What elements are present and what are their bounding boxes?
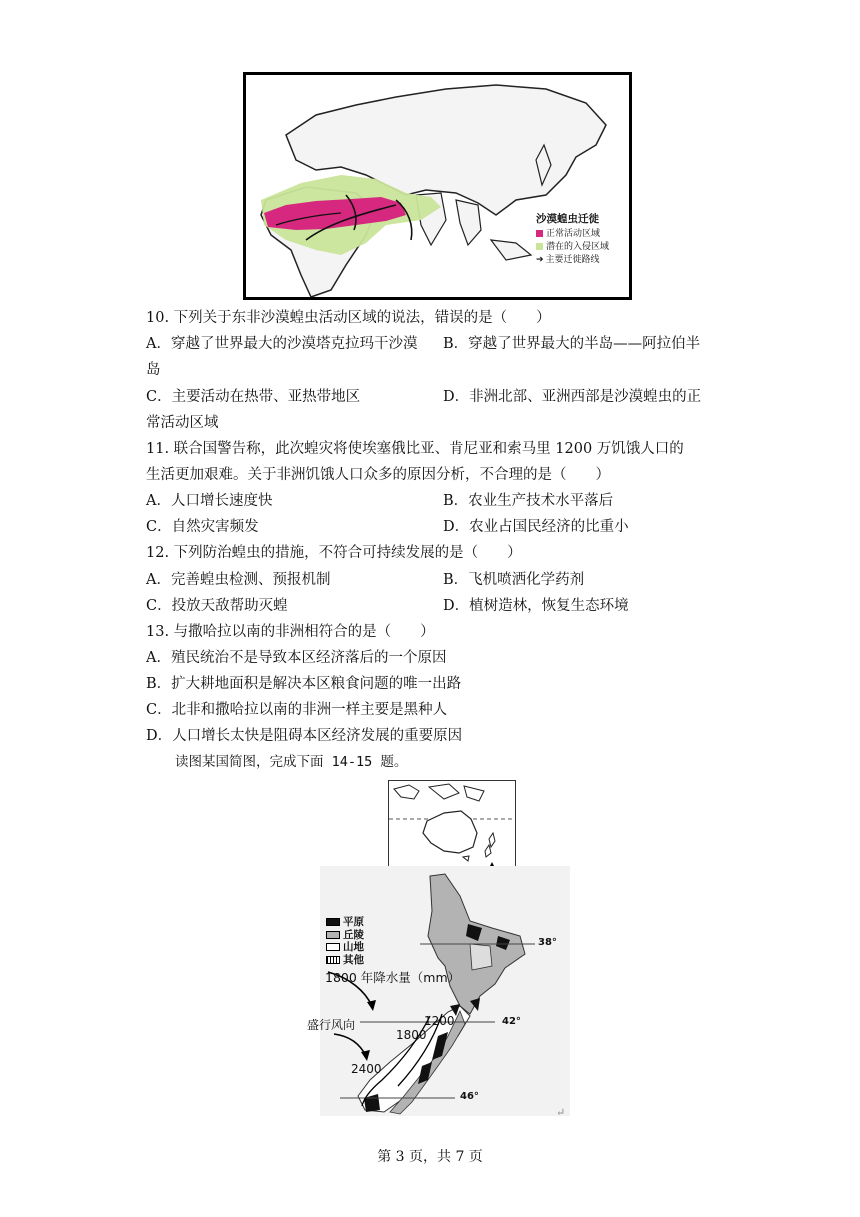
locust-migration-map [243, 72, 632, 300]
q13-stem: 13. 与撒哈拉以南的非洲相符合的是（ ） [146, 624, 435, 640]
nz-legend-plain: 平原 [326, 916, 364, 929]
q11-option-b: B．农业生产技术水平落后 [443, 493, 614, 509]
inset-map-australia [388, 780, 516, 868]
isohyet-2400: 2400 [351, 1062, 382, 1076]
q10-option-d-cont: 常活动区域 [146, 415, 219, 431]
plain-swatch-icon [326, 918, 340, 926]
q10-option-b-cont: 岛 [146, 362, 161, 378]
q10-option-d: D．非洲北部、亚洲西部是沙漠蝗虫的正 [443, 389, 702, 405]
new-zealand-map [320, 866, 570, 1116]
arrow-icon: ➔ [536, 255, 544, 265]
q11-stem-1: 11. 联合国警告称，此次蝗灾将使埃塞俄比亚、肯尼亚和索马里 1200 万饥饿人口的 [146, 441, 684, 457]
nz-legend-hills: 丘陵 [326, 929, 364, 942]
q12-option-b: B．飞机喷洒化学药剂 [443, 572, 585, 588]
q13-option-a: A．殖民统治不是导致本区经济落后的一个原因 [146, 650, 447, 666]
new-zealand-map-graphic [320, 866, 570, 1116]
precip-label: 1800 年降水量（mm） [325, 970, 461, 985]
nz-legend-mountain: 山地 [326, 941, 364, 954]
q13-option-c: C．北非和撒哈拉以南的非洲一样主要是黑种人 [146, 702, 448, 718]
wind-label: 盛行风向 [307, 1018, 356, 1032]
q11-option-d: D．农业占国民经济的比重小 [443, 519, 629, 535]
australia-inset-graphic [389, 781, 515, 867]
isohyet-1800: 1800 [396, 1028, 427, 1042]
green-swatch-icon [536, 243, 543, 250]
page-footer: 第 3 页，共 7 页 [377, 1149, 483, 1165]
q12-stem: 12. 下列防治蝗虫的措施，不符合可持续发展的是（ ） [146, 545, 522, 561]
latitude-38: 38° [538, 937, 557, 948]
q11-option-c: C．自然灾害频发 [146, 519, 259, 535]
latitude-42: 42° [502, 1016, 521, 1027]
q10-option-b: B．穿越了世界最大的半岛——阿拉伯半 [443, 336, 701, 352]
legend-item-route: ➔ 主要迁徙路线 [536, 255, 600, 265]
hills-swatch-icon [326, 931, 340, 939]
isohyet-1200: 1200 [424, 1014, 455, 1028]
latitude-46: 46° [460, 1091, 479, 1102]
q12-option-a: A．完善蝗虫检测、预报机制 [146, 572, 331, 588]
legend-item-potential: 潜在的入侵区域 [536, 241, 609, 254]
nz-map-legend [326, 916, 364, 966]
q10-option-a: A．穿越了世界最大的沙漠塔克拉玛干沙漠 [146, 336, 418, 352]
locust-legend-title: 沙漠蝗虫迁徙 [536, 213, 599, 225]
mountain-swatch-icon [326, 943, 340, 951]
intro-14-15: 读图某国简图，完成下面 14-15 题。 [175, 754, 408, 770]
magenta-swatch-icon [536, 230, 543, 237]
q13-option-b: B．扩大耕地面积是解决本区粮食问题的唯一出路 [146, 676, 462, 692]
q12-option-d: D．植树造林，恢复生态环境 [443, 598, 629, 614]
q11-option-a: A．人口增长速度快 [146, 493, 273, 509]
nz-legend-other: 其他 [326, 954, 364, 967]
q12-option-c: C．投放天敌帮助灭蝗 [146, 598, 288, 614]
q13-option-d: D．人口增长太快是阻碍本区经济发展的重要原因 [146, 728, 463, 744]
q11-stem-2: 生活更加艰难。关于非洲饥饿人口众多的原因分析，不合理的是（ ） [146, 467, 610, 483]
legend-item-normal: 正常活动区域 [536, 228, 609, 241]
other-swatch-icon [326, 956, 340, 964]
q10-option-c: C．主要活动在热带、亚热带地区 [146, 389, 361, 405]
return-mark-icon: ↵ [556, 1106, 566, 1119]
locust-map-legend [536, 213, 609, 267]
q10-stem: 10. 下列关于东非沙漠蝗虫活动区域的说法，错误的是（ ） [146, 310, 551, 326]
